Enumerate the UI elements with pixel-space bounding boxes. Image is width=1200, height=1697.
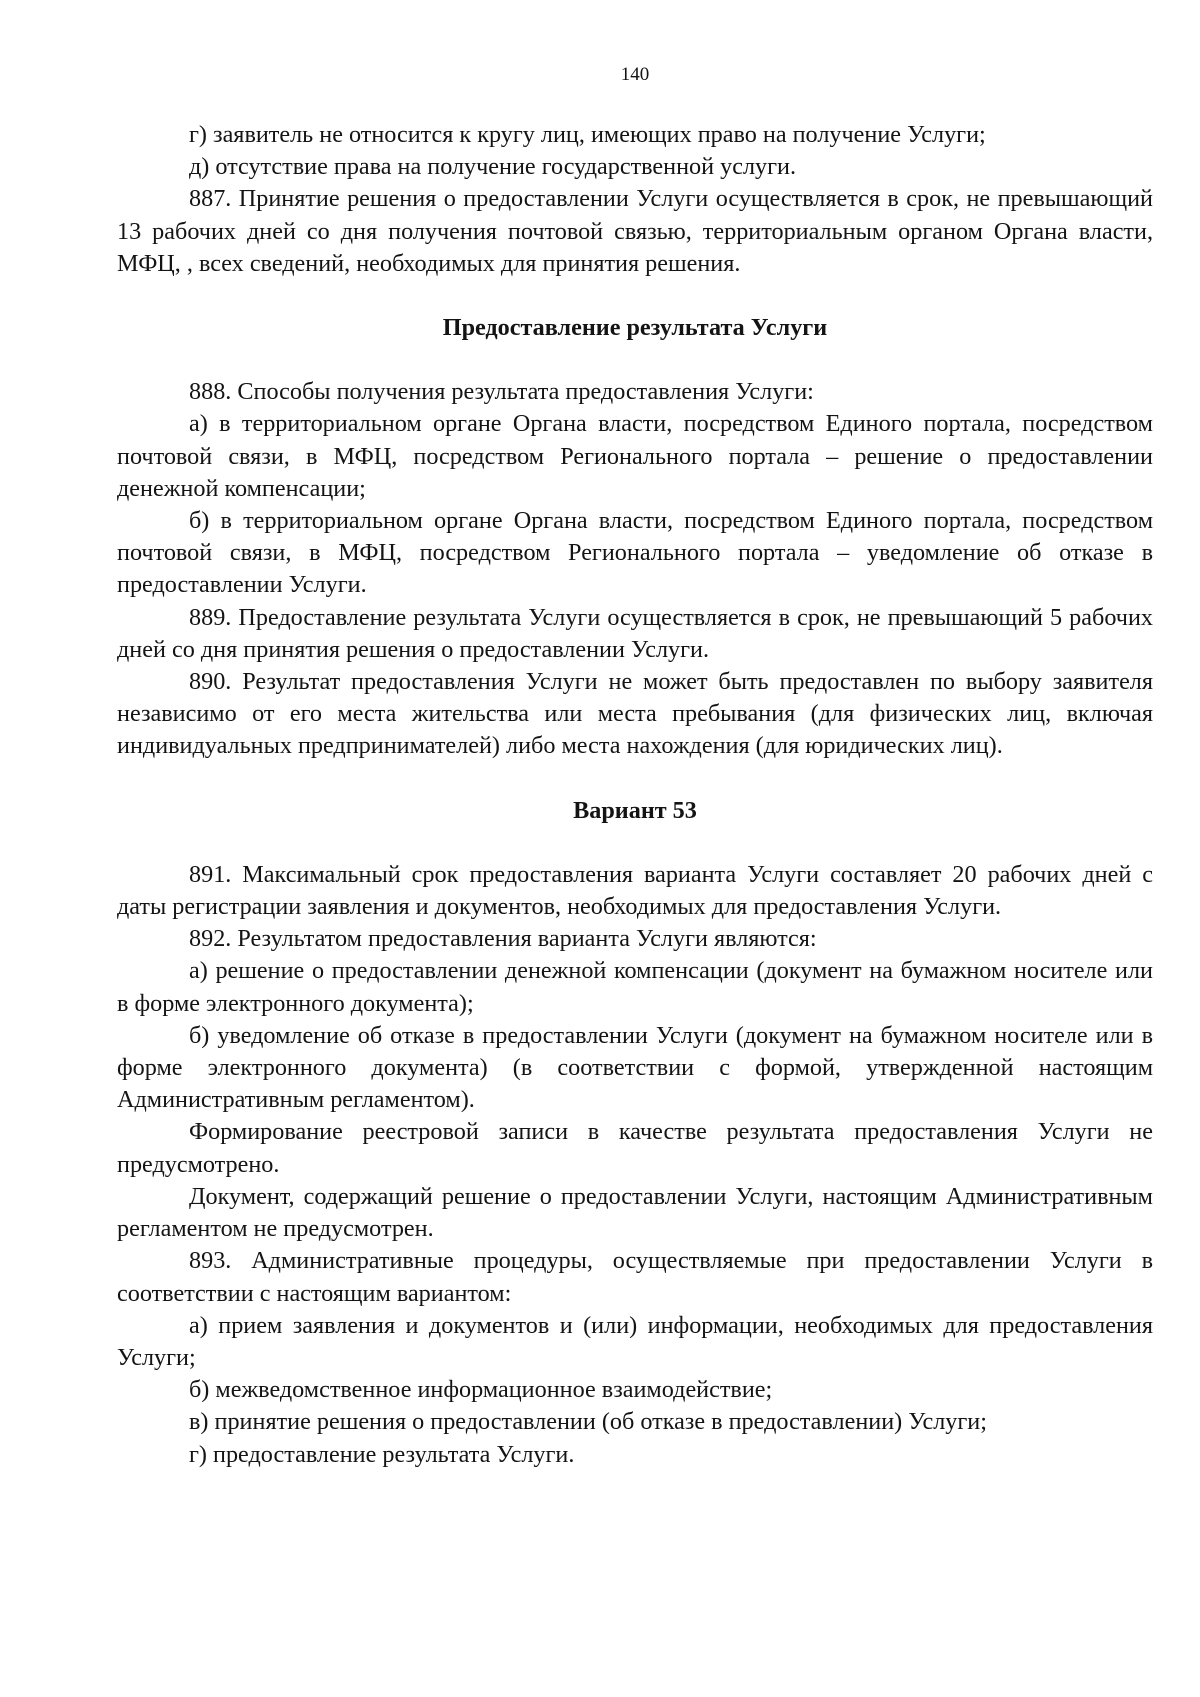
paragraph: 892. Результатом предоставления варианта Услуги являются: — [189, 925, 817, 953]
paragraph: а) в территориальном органе Органа власти, посредством Единого портала, посредством почтовой связи, в МФЦ, посредством Регионального портала – решение о предоставлении денежной компенсации; — [117, 410, 1153, 502]
paragraph: 888. Способы получения результата предоставления Услуги: — [189, 378, 814, 406]
section-heading: Предоставление результата Услуги — [442, 314, 828, 342]
paragraph: 893. Административные процедуры, осуществляемые при предоставлении Услуги в соответствии с настоящим вариантом: — [117, 1247, 1153, 1307]
document-page — [117, 64, 1153, 1471]
paragraph: 890. Результат предоставления Услуги не может быть предоставлен по выбору заявителя независимо от его места жительства или места пребывания (для физических лиц, включая индивидуальных предпринимателей) либо места нахождения (для юридических лиц). — [117, 668, 1153, 760]
paragraph: б) уведомление об отказе в предоставлении Услуги (документ на бумажном носителе или в форме электронного документа) (в соответствии с формой, утвержденной настоящим Административным регламентом). — [117, 1021, 1153, 1114]
page-number: 140 — [620, 64, 650, 85]
paragraph: а) решение о предоставлении денежной компенсации (документ на бумажном носителе или в форме электронного документа); — [117, 957, 1153, 1017]
paragraph: Формирование реестровой записи в качестве результата предоставления Услуги не предусмотрено. — [117, 1118, 1153, 1178]
paragraph: 887. Принятие решения о предоставлении Услуги осуществляется в срок, не превышающий 13 рабочих дней со дня получения почтовой связью, территориальным органом Органа власти, МФЦ, , всех сведений, необходимых для принятия решения. — [117, 185, 1153, 277]
paragraph: 891. Максимальный срок предоставления варианта Услуги составляет 20 рабочих дней с даты регистрации заявления и документов, необходимых для предоставления Услуги. — [117, 860, 1153, 921]
paragraph: б) межведомственное информационное взаимодействие; — [189, 1376, 773, 1404]
paragraph: в) принятие решения о предоставлении (об отказе в предоставлении) Услуги; — [189, 1408, 987, 1436]
paragraph: г) предоставление результата Услуги. — [189, 1440, 575, 1468]
paragraph: 889. Предоставление результата Услуги осуществляется в срок, не превышающий 5 рабочих дней со дня принятия решения о предоставлении Услуги. — [117, 603, 1153, 663]
paragraph: а) прием заявления и документов и (или) информации, необходимых для предоставления Услуги; — [117, 1311, 1153, 1371]
paragraph: Документ, содержащий решение о предоставлении Услуги, настоящим Административным регламентом не предусмотрен. — [117, 1182, 1153, 1243]
paragraph: г) заявитель не относится к кругу лиц, имеющих право на получение Услуги; — [189, 121, 986, 148]
paragraph: д) отсутствие права на получение государственной услуги. — [189, 153, 797, 181]
section-heading: Вариант 53 — [573, 796, 697, 824]
paragraph: б) в территориальном органе Органа власти, посредством Единого портала, посредством почтовой связи, в МФЦ, посредством Регионального портала – уведомление об отказе в предоставлении Услуги. — [117, 507, 1153, 599]
